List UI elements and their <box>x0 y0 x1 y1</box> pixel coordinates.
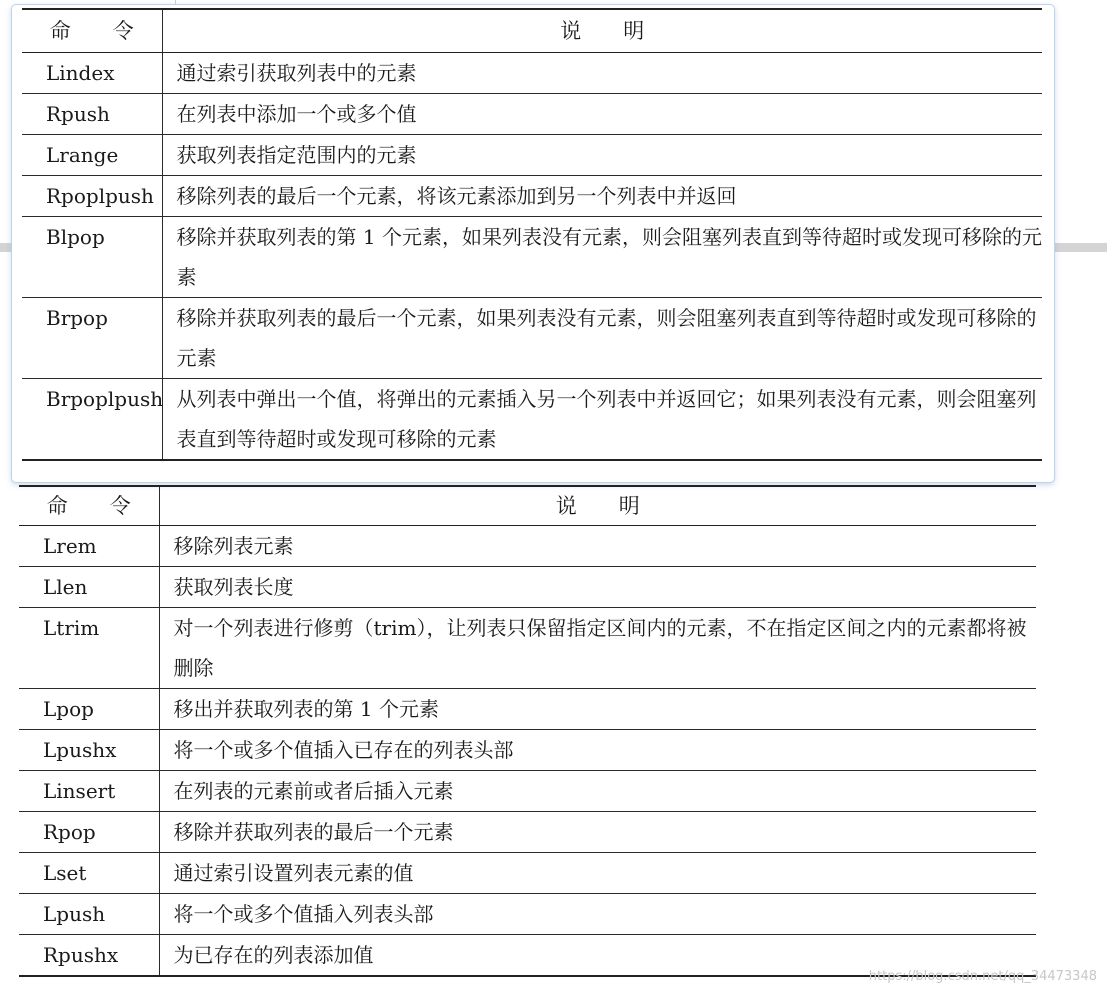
command-cell: Linsert <box>19 771 159 812</box>
description-cell: 在列表中添加一个或多个值 <box>162 94 1042 135</box>
description-cell: 将一个或多个值插入列表头部 <box>159 894 1036 935</box>
watermark-url: https://blog.csdn.net/qq_34473348 <box>868 969 1097 984</box>
list-commands-table-2 <box>19 485 1036 977</box>
table-row <box>19 526 1036 567</box>
command-cell: Brpoplpush <box>22 379 162 461</box>
command-cell: Lindex <box>22 53 162 94</box>
description-cell: 从列表中弹出一个值，将弹出的元素插入另一个列表中并返回它；如果列表没有元素，则会阻塞列表直到等待超时或发现可移除的元素 <box>162 379 1042 461</box>
table-row <box>22 94 1042 135</box>
description-cell: 获取列表指定范围内的元素 <box>162 135 1042 176</box>
table-row <box>22 298 1042 379</box>
command-cell: Llen <box>19 567 159 608</box>
table-row <box>19 812 1036 853</box>
command-cell: Blpop <box>22 217 162 298</box>
command-cell: Lrange <box>22 135 162 176</box>
table-row <box>22 53 1042 94</box>
description-cell: 移除列表元素 <box>159 526 1036 567</box>
table-row <box>19 730 1036 771</box>
table-row <box>22 176 1042 217</box>
description-cell: 通过索引获取列表中的元素 <box>162 53 1042 94</box>
command-cell: Rpush <box>22 94 162 135</box>
description-cell: 为已存在的列表添加值 <box>159 935 1036 977</box>
description-cell: 移除并获取列表的最后一个元素，如果列表没有元素，则会阻塞列表直到等待超时或发现可移除的元素 <box>162 298 1042 379</box>
command-cell: Lpushx <box>19 730 159 771</box>
description-cell: 移除列表的最后一个元素，将该元素添加到另一个列表中并返回 <box>162 176 1042 217</box>
table-row <box>19 894 1036 935</box>
command-cell: Rpoplpush <box>22 176 162 217</box>
description-cell: 将一个或多个值插入已存在的列表头部 <box>159 730 1036 771</box>
command-cell: Rpushx <box>19 935 159 977</box>
command-cell: Lpush <box>19 894 159 935</box>
table-row <box>22 217 1042 298</box>
command-cell: Lset <box>19 853 159 894</box>
description-cell: 移除并获取列表的最后一个元素 <box>159 812 1036 853</box>
table-header-row <box>22 9 1042 53</box>
description-cell: 获取列表长度 <box>159 567 1036 608</box>
description-cell: 移出并获取列表的第 1 个元素 <box>159 689 1036 730</box>
list-commands-table-1 <box>22 8 1042 461</box>
header-description: 说 明 <box>159 486 1036 526</box>
command-cell: Rpop <box>19 812 159 853</box>
description-cell: 对一个列表进行修剪（trim），让列表只保留指定区间内的元素，不在指定区间之内的元素都将被删除 <box>159 608 1036 689</box>
table-row <box>19 608 1036 689</box>
table-row <box>19 771 1036 812</box>
command-cell: Lpop <box>19 689 159 730</box>
table-header-row <box>19 486 1036 526</box>
table-row <box>22 135 1042 176</box>
command-cell: Brpop <box>22 298 162 379</box>
table-row <box>19 689 1036 730</box>
table-row <box>19 567 1036 608</box>
table-row <box>22 379 1042 461</box>
header-description: 说 明 <box>162 9 1042 53</box>
header-command: 命 令 <box>19 486 159 526</box>
command-cell: Lrem <box>19 526 159 567</box>
description-cell: 通过索引设置列表元素的值 <box>159 853 1036 894</box>
header-command: 命 令 <box>22 9 162 53</box>
description-cell: 在列表的元素前或者后插入元素 <box>159 771 1036 812</box>
command-cell: Ltrim <box>19 608 159 689</box>
description-cell: 移除并获取列表的第 1 个元素，如果列表没有元素，则会阻塞列表直到等待超时或发现可移除的元素 <box>162 217 1042 298</box>
table-row <box>19 853 1036 894</box>
